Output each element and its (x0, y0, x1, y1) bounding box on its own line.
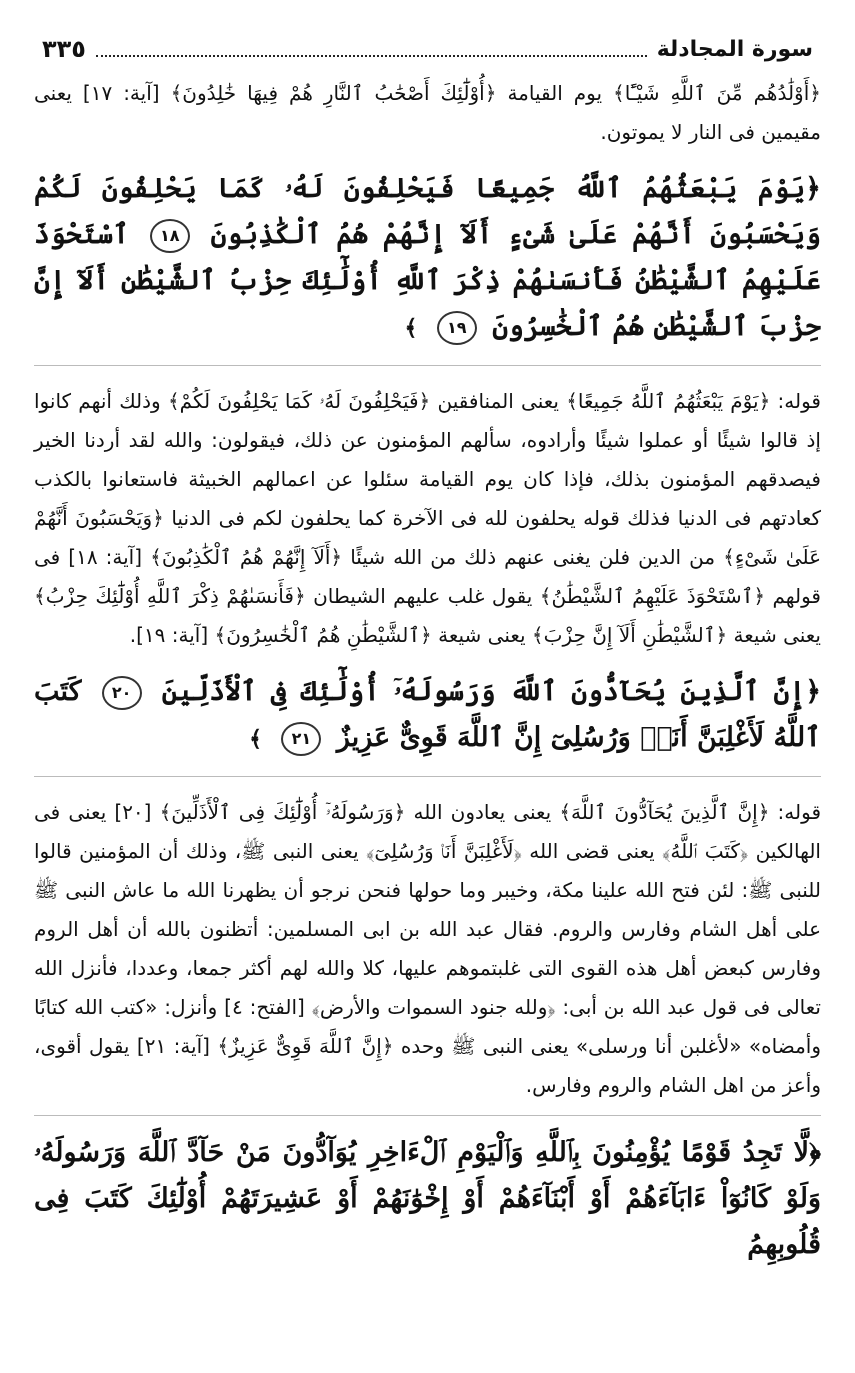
page-header (42, 30, 813, 68)
verse-text: ﴿يَوْمَ يَبْعَثُهُمُ ٱللَّهُ جَمِيعًا فَيَحْلِفُونَ لَهُۥ كَمَا يَحْلِفُونَ لَكُمْ وَيَحْسَبُونَ أَنَّهُمْ عَلَىٰ شَىْءٍ أَلَآ إِنَّهُمْ هُمُ ٱلْكَٰذِبُونَ (34, 173, 821, 250)
verse-text: ٱسْتَحْوَذَ عَلَيْهِمُ ٱلشَّيْطَٰنُ فَأَنسَىٰهُمْ ذِكْرَ ٱللَّهِ أُوْلَٰٓئِكَ حِزْبُ ٱلشَّيْطَٰنِ أَلَآ إِنَّ حِزْبَ ٱلشَّيْطَٰنِ هُمُ ٱلْخَٰسِرُونَ (34, 219, 821, 342)
header-leader-dots (96, 41, 647, 57)
verse-block (34, 166, 821, 366)
ayah-number-marker: ١٨ (150, 219, 190, 253)
commentary-paragraph: ﴿أَوْلَٰدُهُم مِّنَ ٱللَّهِ شَيْـًٔا﴾ يوم القيامة ﴿أُوْلَٰٓئِكَ أَصْحَٰبُ ٱلنَّارِ هُمْ فِيهَا خَٰلِدُونَ﴾ [آية: ١٧] يعنى مقيمين فى النار لا يموتون. (34, 81, 821, 144)
closing-bracket-ornament: ﴾ (249, 726, 262, 752)
commentary-paragraph: قوله: ﴿يَوْمَ يَبْعَثُهُمُ ٱللَّهُ جَمِيعًا﴾ يعنى المنافقين ﴿فَيَحْلِفُونَ لَهُۥ كَمَا يَحْلِفُونَ لَكُمْ﴾ وذلك أنهم كانوا إذ قالوا شيئًا أو عملوا شيئًا وأرادوه، سألهم المؤمنون عن ذلك، فيقولون: والله لقد أردنا الخير فيصدقهم المؤمنون بذلك، فإذا كان يوم القيامة سئلوا عن اعمالهم الخبيثة فاستعانوا بالكذب كعادتهم فى الدنيا فذلك قوله يحلفون لله فى الآخرة كما يحلفون لكم فى الدنيا ﴿وَيَحْسَبُونَ أَنَّهُمْ عَلَىٰ شَىْءٍ﴾ من الدين فلن يغنى عنهم ذلك من الله شيئًا ﴿أَلَآ إِنَّهُمْ هُمُ ٱلْكَٰذِبُونَ﴾ [آية: ١٨] فى قولهم ﴿ٱسْتَحْوَذَ عَلَيْهِمُ ٱلشَّيْطَٰنُ﴾ يقول غلب عليهم الشيطان ﴿فَأَنسَىٰهُمْ ذِكْرَ ٱللَّهِ أُوْلَٰٓئِكَ حِزْبُ﴾ يعنى شيعة ﴿ٱلشَّيْطَٰنِ أَلَآ إِنَّ حِزْبَ﴾ يعنى شيعة ﴿ٱلشَّيْطَٰنِ هُمُ ٱلْخَٰسِرُونَ﴾ [آية: ١٩]. (34, 389, 822, 647)
ayah-number-marker: ٢٠ (102, 676, 142, 710)
verse-block (34, 669, 821, 777)
surah-title: سورة المجادلة (656, 36, 813, 62)
verse-block (34, 1130, 821, 1282)
ayah-number-marker: ٢١ (281, 722, 321, 756)
commentary-paragraph: قوله: ﴿إِنَّ ٱلَّذِينَ يُحَآدُّونَ ٱللَّهَ﴾ يعنى يعادون الله ﴿وَرَسُولَهُۥٓ أُوْلَٰٓئِكَ فِى ٱلْأَذَلِّينَ﴾ [٢٠] يعنى فى الهالكين ﴿كَتَبَ ٱللَّهُ﴾ يعنى قضى الله ﴿لَأَغْلِبَنَّ أَنَا۠ وَرُسُلِىٓ﴾ يعنى النبى ﷺ، وذلك أن المؤمنين قالوا للنبى ﷺ: لئن فتح الله علينا مكة، وخيبر وما حولها فنحن نرجو أن يظهرنا الله ما عاش النبى ﷺ على أهل الشام وفارس والروم. فقال عبد الله بن ابى المسلمين: أتظنون بالله أن أهل الروم وفارس كبعض أهل هذه القوى التى غلبتموهم عليها، كلا والله لهم أكثر جمعا، وعددا، فأنزل الله تعالى فى قول عبد الله بن أبى: ﴿ولله جنود السموات والأرض﴾ [الفتح: ٤] وأنزل: «كتب الله كتابًا وأمضاه» «لأغلبن أنا ورسلى» يعنى النبى ﷺ وحده ﴿إِنَّ ٱللَّهَ قَوِىٌّ عَزِيزٌ﴾ [آية: ٢١] يقول أقوى، وأعز من اهل الشام والروم وفارس. (34, 800, 822, 1097)
verse-text: ﴿لَّا تَجِدُ قَوْمًا يُؤْمِنُونَ بِٱللَّهِ وَٱلْيَوْمِ ٱلْءَاخِرِ يُوَآدُّونَ مَنْ حَآدَّ ٱللَّهَ وَرَسُولَهُۥ وَلَوْ كَانُوٓاْ ءَابَآءَهُمْ أَوْ أَبْنَآءَهُمْ أَوْ إِخْوَٰنَهُمْ أَوْ عَشِيرَتَهُمْ أُوْلَٰٓئِكَ كَتَبَ فِى قُلُوبِهِمُ (34, 1137, 821, 1260)
ayah-number-marker: ١٩ (437, 311, 477, 345)
page-number: ٣٣٥ (42, 35, 86, 63)
closing-bracket-ornament: ﴾ (404, 315, 418, 341)
section-divider (34, 1115, 821, 1116)
verse-text: كَتَبَ ٱللَّهُ لَأَغْلِبَنَّ أَنَا۠ وَرُسُلِىٓ إِنَّ ٱللَّهَ قَوِىٌّ عَزِيزٌ (34, 676, 821, 753)
verse-text: ﴿إِنَّ ٱلَّذِينَ يُحَآدُّونَ ٱللَّهَ وَرَسُولَهُۥٓ أُوْلَٰٓئِكَ فِى ٱلْأَذَلِّينَ (161, 676, 822, 707)
